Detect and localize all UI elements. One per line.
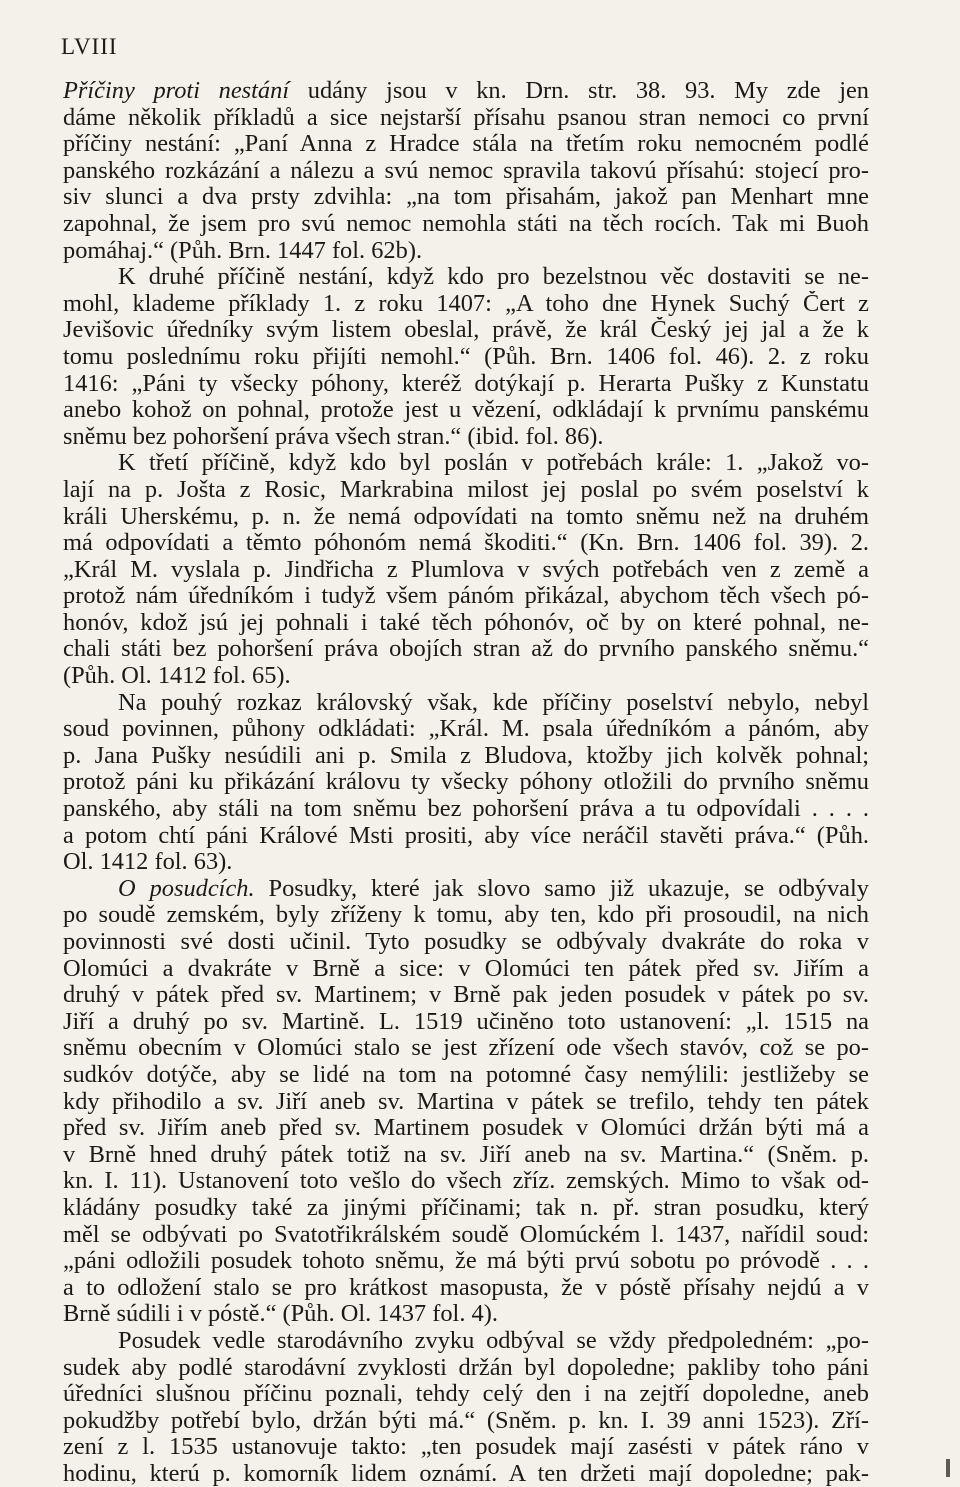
text-line (63, 1195, 869, 1222)
line-text: chali státi bez pohoršení práva obojích stran až do prvního panského sněmu.“ (63, 636, 869, 663)
italic-heading: Příčiny proti nestání (63, 78, 290, 104)
text-line (63, 1328, 869, 1355)
text-line (63, 184, 869, 211)
line-text: a to odložení stalo se pro krátkost masopusta, že v póstě přísahy nejdú a v (63, 1274, 869, 1301)
line-text: kládány posudky také za jinými příčinami; tak n. př. stran posudku, který (63, 1194, 869, 1221)
text-line (63, 636, 869, 663)
line-text: druhý v pátek před sv. Martinem; v Brně pak jeden posudek v pátek po sv. (63, 982, 869, 1009)
text-line (63, 902, 869, 929)
line-text: „Král M. vyslala p. Jindřicha z Plumlova v svých potřebách ven z země a (63, 556, 869, 583)
text-line (63, 424, 869, 451)
line-text: kdy přihodilo a sv. Jiří aneb sv. Martina v pátek se trefilo, tehdy ten pátek (63, 1088, 869, 1115)
text-line (63, 1461, 869, 1487)
line-text: tomu poslednímu roku přijíti nemohl.“ (Půh. Brn. 1406 fol. 46). 2. z roku (63, 343, 869, 370)
text-line (63, 1035, 869, 1062)
line-text: příčiny nestání: „Paní Anna z Hradce stála na třetím roku nemocném podlé (63, 131, 869, 158)
line-text: sudek aby podlé starodávní zvyklosti držán byl dopoledne; pakliby toho páni (63, 1354, 869, 1381)
line-text: Jiří a druhý po sv. Martině. L. 1519 učiněno toto ustanovení: „l. 1515 na (63, 1008, 869, 1035)
text-line (63, 1434, 869, 1461)
text-line (63, 1009, 869, 1036)
text-line (63, 317, 869, 344)
text-line (63, 105, 869, 132)
text-line (63, 530, 869, 557)
text-line (63, 769, 869, 796)
text-line (63, 344, 869, 371)
text-line (63, 1301, 869, 1328)
line-text: sněmu obecním v Olomúci stalo se jest zřízení ode všech stavóv, což se po- (63, 1035, 869, 1062)
text-line (63, 690, 869, 717)
line-text: 1416: „Páni ty všecky póhony, kteréž dotýkají p. Herarta Pušky z Kunstatu (63, 370, 869, 397)
line-text: má odpovídati a těmto póhonóm nemá škoditi.“ (Kn. Brn. 1406 fol. 39). 2. (63, 530, 869, 557)
text-line (63, 1142, 869, 1169)
line-text: úředníci slušnou příčinu poznali, tehdy celý den i na zejtří dopoledne, aneb (63, 1381, 869, 1408)
line-text: po soudě zemském, byly zříženy k tomu, aby ten, kdo při prosoudil, na nich (63, 902, 869, 929)
text-line (63, 823, 869, 850)
line-text: Posudky, které jak slovo samo již ukazuje, se odbývaly (254, 875, 869, 902)
line-text: zapohnal, že jsem pro svú nemoc nemohla státi na těch rocích. Tak mi Buoh (63, 210, 869, 237)
line-text: hodinu, kterú p. komorník lidem oznámí. A ten držeti mají dopoledne; pak- (63, 1460, 869, 1487)
line-text: „páni odložili posudek tohoto sněmu, že má býti prvú sobotu po próvodě . . . (63, 1248, 869, 1275)
text-line (63, 131, 869, 158)
line-text: kn. I. 11). Ustanovení toto vešlo do všech zříz. zemských. Mimo to však od- (63, 1168, 869, 1195)
line-text: K druhé příčině nestání, když kdo pro bezelstnou věc dostaviti se ne- (118, 264, 869, 291)
text-line (63, 956, 869, 983)
text-line (63, 238, 869, 265)
line-text: sněmu bez pohoršení práva všech stran.“ (ibid. fol. 86). (63, 423, 604, 450)
line-text: K třetí příčině, když kdo byl poslán v potřebách krále: 1. „Jakož vo- (118, 450, 869, 477)
text-line (63, 716, 869, 743)
text-line (63, 876, 869, 903)
line-text: králi Uherskému, p. n. že nemá odpovídati na tomto sněmu než na druhém (63, 503, 869, 530)
line-text: Ol. 1412 fol. 63). (63, 849, 233, 876)
line-text: panského rozkázání a nálezu a svú nemoc spravila takovú přísahú: stojecí pro- (63, 157, 869, 184)
text-line (63, 583, 869, 610)
line-text: Brně súdili i v póstě.“ (Půh. Ol. 1437 fol. 4). (63, 1301, 498, 1328)
text-line (63, 663, 869, 690)
line-text: pokudžby potřebí bylo, držán býti má.“ (Sněm. p. kn. I. 39 anni 1523). Zří- (63, 1407, 869, 1434)
text-line (63, 849, 869, 876)
line-text: Olomúci a dvakráte v Brně a sice: v Olomúci ten pátek před sv. Jiřím a (63, 955, 869, 982)
line-text: udány jsou v kn. Drn. str. 38. 93. My zde jen (289, 78, 869, 104)
text-line (63, 158, 869, 185)
line-text: Na pouhý rozkaz královský však, kde příčiny poselství nebylo, nebyl (118, 689, 869, 716)
text-line (63, 264, 869, 291)
text-line (63, 1248, 869, 1275)
line-text: Jevišovic úředníky svým listem obeslal, právě, že král Český jej jal a že k (63, 317, 869, 344)
line-text: a potom chtí páni Králové Msti prositi, aby více neráčil stavěti práva.“ (Půh. (63, 822, 869, 849)
text-line (63, 1275, 869, 1302)
text-line (63, 1408, 869, 1435)
text-line (63, 450, 869, 477)
text-line (63, 1222, 869, 1249)
text-line (63, 397, 869, 424)
line-text: protož páni ku přikázání královu ty všecky póhony otložili do prvního sněmu (63, 769, 869, 796)
text-line (63, 291, 869, 318)
line-text: před sv. Jiřím aneb před sv. Martinem posudek v Olomúci držán býti má a (63, 1115, 869, 1142)
text-line (63, 1355, 869, 1382)
text-line (63, 743, 869, 770)
text-line (63, 477, 869, 504)
line-text: dáme několik příkladů a sice nejstarší přísahu psanou stran nemoci co první (63, 104, 869, 131)
text-line (63, 371, 869, 398)
body-text (63, 78, 869, 1487)
text-line (63, 211, 869, 238)
text-line (63, 982, 869, 1009)
page-number: LVIII (61, 34, 118, 59)
text-line (63, 1381, 869, 1408)
text-line (63, 796, 869, 823)
scan-edge-mark (946, 1459, 950, 1477)
line-text: Posudek vedle starodávního zvyku odbýval se vždy předpoledném: „po- (118, 1327, 869, 1354)
line-text: zení z l. 1535 ustanovuje takto: „ten posudek mají zasésti v pátek ráno v (63, 1434, 869, 1461)
line-text: honóv, kdož jsú jej pohnali i také těch póhonóv, oč by on které pohnal, ne- (63, 609, 869, 636)
italic-heading: O posudcích. (118, 875, 255, 902)
text-line (63, 1089, 869, 1116)
line-text: p. Jana Pušky nesúdili ani p. Smila z Bludova, ktožby jich kolvěk pohnal; (63, 742, 869, 769)
text-line (63, 929, 869, 956)
line-text: siv slunci a dva prsty zdvihla: „na tom přisahám, jakož pan Menhart mne (63, 184, 869, 211)
line-text: sudkóv dotýče, aby se lidé na tom na potomné časy nemýlili: jestližeby se (63, 1061, 869, 1088)
line-text: soud povinnen, půhony odkládati: „Král. M. psala úředníkóm a pánóm, aby (63, 716, 869, 743)
line-text: anebo kohož on pohnal, protože jest u vězení, odkládají k prvnímu panskému (63, 397, 869, 424)
line-text: pomáhaj.“ (Půh. Brn. 1447 fol. 62b). (63, 237, 423, 264)
text-line (63, 1062, 869, 1089)
line-text: v Brně hned druhý pátek totiž na sv. Jiří aneb na sv. Martina.“ (Sněm. p. (63, 1141, 869, 1168)
line-text: povinnosti své dosti učinil. Tyto posudky se odbývaly dvakráte do roka v (63, 929, 869, 955)
line-text: měl se odbývati po Svatotřikrálském soudě Olomúckém l. 1437, nařídil soud: (63, 1221, 869, 1248)
line-text: lají na p. Jošta z Rosic, Markrabina milost jej poslal po svém poselství k (63, 476, 869, 503)
text-line (63, 557, 869, 584)
line-text: (Půh. Ol. 1412 fol. 65). (63, 663, 291, 690)
line-text: protož nám úředníkóm i tudyž všem pánóm přikázal, abychom těch všech pó- (63, 583, 869, 610)
text-line (63, 610, 869, 637)
text-line (63, 1115, 869, 1142)
line-text: mohl, klademe příklady 1. z roku 1407: „A toho dne Hynek Suchý Čert z (63, 290, 869, 317)
text-line (63, 504, 869, 531)
line-text: panského, aby stáli na tom sněmu bez pohoršení práva a tu odpovídali . . . . (63, 796, 869, 823)
text-line (63, 78, 869, 105)
text-line (63, 1168, 869, 1195)
